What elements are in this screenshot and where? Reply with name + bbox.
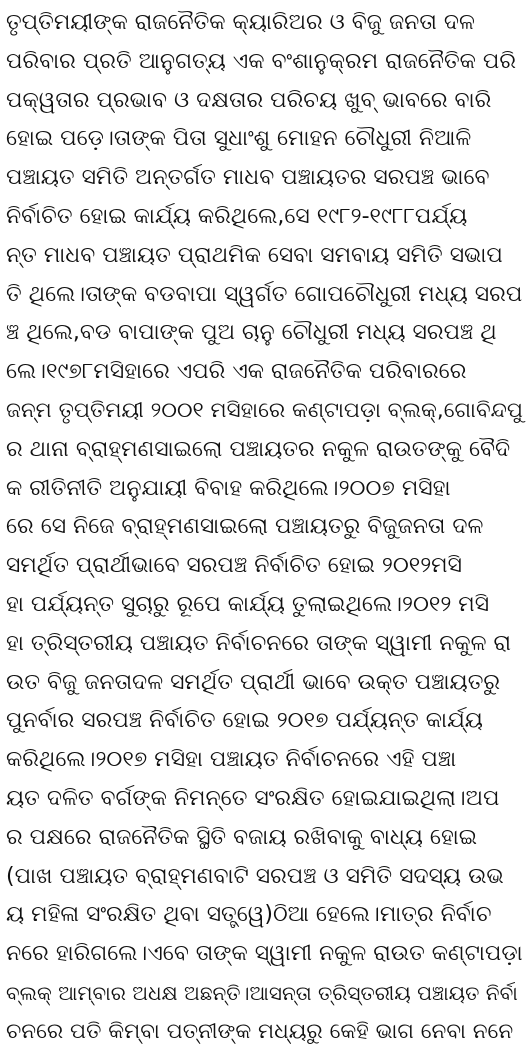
- text-line: ର ଥାନା ବ୍ରାହ୍ମଣସାଇଲୋ ପଞ୍ଚାୟତର ନକୁଳ ରାଉତଙ୍କୁ ବୈଦି: [6, 436, 511, 462]
- text-line: ରେ ସେ ନିଜେ ବ୍ରାହ୍ମଣସାଇଲୋ ପଞ୍ଚାୟତରୁ ବିଜୁଜନତା ଦଳ: [6, 514, 484, 540]
- text-line: (ପାଖ ପଞ୍ଚାୟତ ବ୍ରାହ୍ମଣବାଟି ସରପଞ୍ଚ ଓ ସମିତି ସଦସ୍ୟ ଉଭ: [6, 863, 504, 889]
- text-line: ପଞ୍ଚାୟତ ସମିତି ଅନ୍ତର୍ଗତ ମାଧବ ପଞ୍ଚାୟତର ସରପଞ୍ଚ ଭାବେ: [6, 165, 490, 191]
- text-line: ହା ତ୍ରିସ୍ତରୀୟ ପଞ୍ଚାୟତ ନିର୍ବାଚନରେ ତାଙ୍କ ସ୍ୱାମୀ ନକୁଳ ରା: [6, 630, 512, 656]
- text-line: ପକ୍ୱତାର ପ୍ରଭାବ ଓ ଦକ୍ଷତାର ପରିଚୟ ଖୁବ୍ ଭାବରେ ବାରି: [6, 87, 492, 113]
- text-line: ହୋଇ ପଡ଼େ।ତାଙ୍କ ପିତା ସୁଧାଂଶୁ ମୋହନ ଚୌଧୁରୀ ନିଆଳି: [6, 126, 472, 152]
- text-line: ହା ପର୍ଯ୍ୟନ୍ତ ସୁଚାରୁ ରୂପେ କାର୍ଯ୍ୟ ତୁଲାଇଥିଲେ।୨୦୧୨ ମସି: [6, 591, 490, 617]
- text-line: ୟତ ଦଳିତ ବର୍ଗଙ୍କ ନିମନ୍ତେ ସଂରକ୍ଷିତ ହୋଇଯାଇଥିଲା।ଅପ: [6, 785, 500, 811]
- text-line: ନରେ ହାରିଗଲେ।ଏବେ ତାଙ୍କ ସ୍ୱାମୀ ନକୁଳ ରାଉତ କଣ୍ଟାପଡ଼ା: [6, 941, 523, 967]
- text-line: ନ୍ତ ମାଧବ ପଞ୍ଚାୟତ ପ୍ରାଥମିକ ସେବା ସମବାୟ ସମିତି ସଭାପ: [6, 242, 503, 268]
- text-line: ପରିବାର ପ୍ରତି ଆନୁଗତ୍ୟ ଏକ ବଂଶାନୁକ୍ରମ ରାଜନୈତିକ ପରି: [6, 48, 517, 74]
- text-line: ୟ ମହିଳା ସଂରକ୍ଷିତ ଥିବା ସତ୍ତ୍ୱେ)ଠିଆ ହେଲେ।ମାତ୍ର ନିର୍ବାଚ: [6, 902, 492, 928]
- text-line: ଲେ।୧୯୭୮ମସିହାରେ ଏପରି ଏକ ରାଜନୈତିକ ପରିବାରରେ: [6, 359, 467, 385]
- text-line: ପୁନର୍ବାର ସରପଞ୍ଚ ନିର୍ବାଚିତ ହୋଇ ୨୦୧୭ ପର୍ଯ୍ୟନ୍ତ କାର୍ଯ୍ୟ: [6, 708, 483, 734]
- text-line: କ ରୀତିନୀତି ଅନୁଯାୟୀ ବିବାହ କରିଥିଲେ।୨୦୦୭ ମସିହା: [6, 475, 451, 501]
- text-line: ଜନ୍ମ ତୃପ୍ତିମୟୀ ୨୦୦୧ ମସିହାରେ କଣ୍ଟାପଡ଼ା ବ୍ଲକ୍,ଗୋବିନ୍ଦପୁ: [6, 397, 523, 423]
- text-line: ବ୍ଲକ୍ ଆମ୍ବାର ଅଧକ୍ଷ ଅଛନ୍ତି।ଆସନ୍ତା ତ୍ରିସ୍ତରୀୟ ପଞ୍ଚାୟତ ନିର୍ବା: [6, 980, 518, 1005]
- text-line: ତୃପ୍ତିମୟୀଙ୍କ ରାଜନୈତିକ କ୍ୟାରିଅର ଓ ବିଜୁ ଜନତା ଦଳ: [6, 10, 475, 35]
- text-line: ଉତ ବିଜୁ ଜନତାଦଳ ସମର୍ଥିତ ପ୍ରାର୍ଥୀ ଭାବେ ଉକ୍ତ ପଞ୍ଚାୟତରୁ: [6, 669, 501, 695]
- text-line: ଞ୍ଚ ଥିଲେ,ବଡ ବାପାଙ୍କ ପୁଅ ଚାନୁ ଚୌଧୁରୀ ମଧ୍ୟ ସରପଞ୍ଚ ଥି: [6, 320, 497, 346]
- text-line: କରିଥିଲେ।୨୦୧୭ ମସିହା ପଞ୍ଚାୟତ ନିର୍ବାଚନରେ ଏହି ପଞ୍ଚା: [6, 747, 457, 773]
- text-line: ତି ଥିଲେ।ତାଙ୍କ ବଡବାପା ସ୍ୱର୍ଗତ ଗୋପଚୌଧୁରୀ ମଧ୍ୟ ସରପ: [6, 281, 523, 307]
- text-line: ର ପକ୍ଷରେ ରାଜନୈତିକ ସ୍ଥିତି ବଜାୟ ରଖିବାକୁ ବାଧ୍ୟ ହୋଇ: [6, 824, 478, 850]
- text-line: ନିର୍ବାଚିତ ହୋଇ କାର୍ଯ୍ୟ କରିଥିଲେ,ସେ ୧୯୮୨-୧୯୮୮ପର୍ଯ୍ୟ: [6, 203, 468, 229]
- text-line: ସମର୍ଥିତ ପ୍ରାର୍ଥୀଭାବେ ସରପଞ୍ଚ ନିର୍ବାଚିତ ହୋଇ ୨୦୧୨ମସି: [6, 553, 462, 579]
- text-line: ଚନରେ ପତି କିମ୍ବା ପତ୍ନୀଙ୍କ ମଧ୍ୟରୁ କେହି ଭାଗ ନେବା ନନେ: [6, 1018, 514, 1044]
